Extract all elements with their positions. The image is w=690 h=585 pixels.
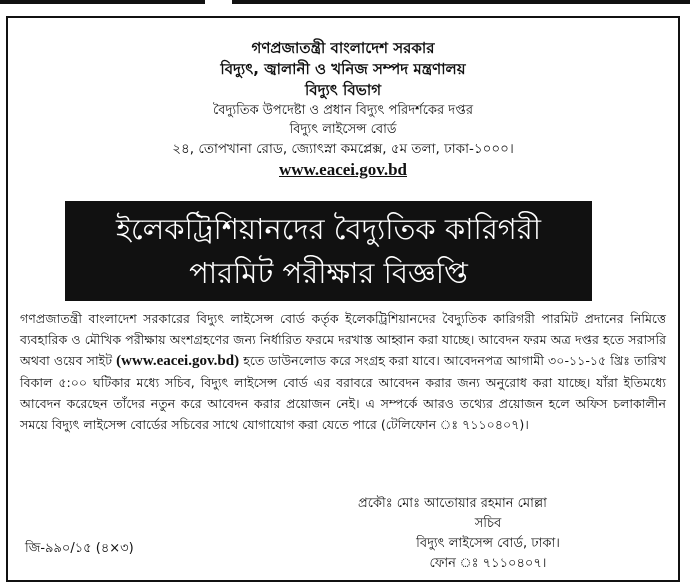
body-text-part-1: গণপ্রজাতন্ত্রী বাংলাদেশ সরকারের বিদ্যুৎ লাইসেন্স বোর্ড কর্তৃক ইলেকট্রিশিয়ানদের বৈদ্যুতিক কারিগরী পারমিট প্রদানের নিমিত্তে ব্যবহারিক ও মৌখিক পরীক্ষায় অংশগ্রহণের জন্য নির্ধারিত ফরমে দরখাস্ত আহ্বান করা যাচ্ছে। আবেদন ফরম অত্র দপ্তর হতে সরাসরি অথবা ওয়েব সাইট	[20, 311, 666, 368]
top-cropped-borders	[0, 0, 690, 8]
office-address: ২৪, তোপখানা রোড, জ্যোৎস্না কমপ্লেক্স, ৫ম তলা, ঢাকা-১০০০।	[172, 141, 514, 157]
cropped-border-left	[0, 0, 205, 4]
title-banner	[65, 201, 592, 301]
website-link[interactable]: www.eacei.gov.bd	[279, 160, 407, 179]
government-name: গণপ্রজাতন্ত্রী বাংলাদেশ সরকার	[251, 39, 435, 57]
ministry-name: বিদ্যুৎ, জ্বালানী ও খনিজ সম্পদ মন্ত্রণালয়	[220, 60, 466, 78]
signatory-name: প্রকৌঃ মোঃ আতোয়ার রহমান মোল্লা	[358, 496, 547, 511]
notice-box	[6, 16, 680, 582]
notice-header	[8, 38, 678, 181]
banner-title-line-2: পারমিট পরীক্ষার বিজ্ঞপ্তি	[189, 256, 468, 290]
signatory-board: বিদ্যুৎ লাইসেন্স বোর্ড, ঢাকা।	[416, 536, 560, 551]
board-name: বিদ্যুৎ লাইসেন্স বোর্ড	[289, 122, 397, 137]
banner-title-line-1: ইলেকট্রিশিয়ানদের বৈদ্যুতিক কারিগরী	[115, 212, 542, 246]
body-website-link[interactable]: (www.eacei.gov.bd)	[116, 353, 240, 369]
signatory-title: সচিব	[474, 516, 502, 531]
cropped-border-right	[232, 0, 690, 4]
reference-code: জি-৯৯০/১৫ (৪×৩)	[25, 541, 134, 556]
signatory-phone: ফোন ঃ ৭১১০৪০৭।	[429, 556, 547, 571]
signature-block	[358, 494, 618, 574]
notice-body	[20, 308, 666, 435]
office-name: বৈদ্যুতিক উপদেষ্টা ও প্রধান বিদ্যুৎ পরিদর্শকের দপ্তর	[213, 103, 473, 118]
body-text-part-2: হতে ডাউনলোড করে সংগ্রহ করা যাবে। আবেদনপত্র আগামী ৩০-১১-১৫ খ্রিঃ তারিখ বিকাল ৫:০০ ঘটিকার মধ্যে সচিব, বিদ্যুৎ লাইসেন্স বোর্ড এর বরাবরে আবেদন করার জন্য অনুরোধ করা যাচ্ছে। যাঁরা ইতিমধ্যে আবেদন করেছেন তাঁদের নতুন করে আবেদন করার প্রয়োজন নেই। এ সম্পর্কে আরও তথ্যের প্রয়োজন হলে অফিস চলাকালীন সময়ে বিদ্যুৎ লাইসেন্স বোর্ডের সচিবের সাথে যোগাযোগ করা যেতে পারে (টেলিফোন ঃ ৭১১০৪০৭)।	[20, 353, 666, 432]
division-name: বিদ্যুৎ বিভাগ	[304, 81, 382, 99]
